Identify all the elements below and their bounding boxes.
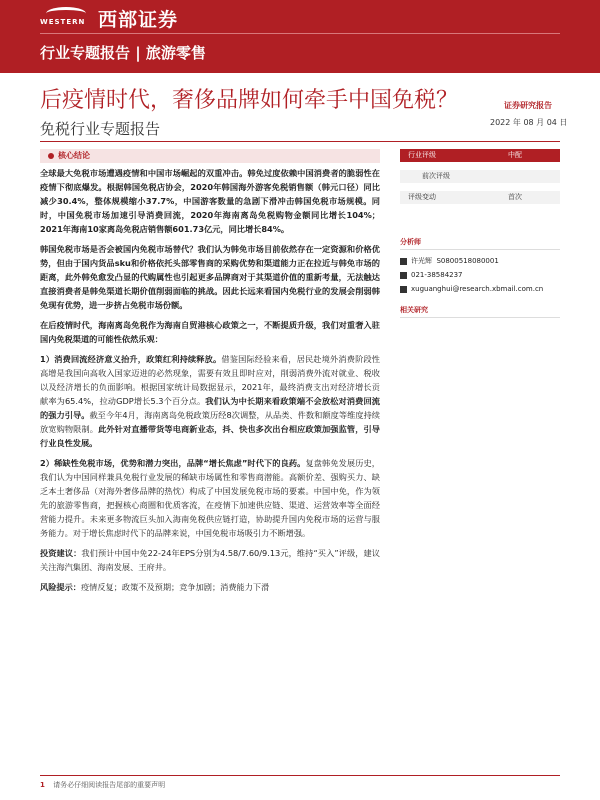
- header-divider: [40, 33, 560, 34]
- section-label: 证券研究报告: [504, 101, 552, 110]
- core-conclusion-header: 核心结论: [40, 149, 380, 163]
- risk-warning: 风险提示：疫情反复；政策不及预期；竞争加剧；消费能力下滑: [40, 582, 270, 592]
- main-body: [40, 166, 380, 600]
- brand-name: 西部证券: [98, 9, 179, 31]
- investment-advice: 投资建议：我们预计中国中免22-24年EPS分别为4.58/7.60/9.13元，维持“买入”评级，建议关注海汽集团、海南发展、王府井。: [40, 548, 380, 572]
- paragraph-5: 2）稀缺性免税市场，优势和潜力突出，品牌“增长焦虑”时代下的良药。复盘韩免发展历史，我们认为中国同样兼具免税行业发展的稀缺市场属性和零售商潜能。高额价差、强购买力、缺乏本土奢侈品（对海外奢侈品牌的热忱）构成了中国发展免税市场的要素。中国中免，作为领先的旅游零售商，把握核心商圈和优质客流，在疫情下加速供应链、渠道、运营效率等全面经营能力提升。未来更多物流巨头加入海南免税供应链打造，协助提升国内免税市场的运营与服务能力。对于增长焦虑时代下的品牌来说，中国免税市场吸引力不断增强。: [40, 458, 380, 538]
- phone-icon: [400, 272, 407, 279]
- paragraph-4: 1）消费回流经济意义抬升，政策红利持续释放。借鉴国际经验来看，居民赴境外消费阶段性高增是我国向高收入国家迈进的必然现象，需要有效且即时应对，削弱消费外流对就业、税收以及经济增长的负面影响。根据国家统计局数据显示，2021年，最终消费支出对经济增长贡献率为65.4%，拉动GDP增长5.3个百分点。我们认为中长期来看政策端不会放松对消费回流的强力引导。截至今年4月，海南离岛免税政策历经8次调整，从品类、件数和额度等维度持续放宽购物限制。此外针对直播带货等电商新业态，抖、快也多次出台相应政策加强监管，引导行业良性发展。: [40, 354, 380, 448]
- rating-change-row: 评级变动 首次: [400, 191, 560, 204]
- paragraph-2: 韩国免税市场是否会被国内免税市场替代？我们认为韩免市场目前依然存在一定资源和价格优势，但由于国内货品sku和价格依托头部零售商的采购优势和渠道能力正在拉近与韩免市场的距离，此外韩免愈发凸显的代购属性也引起更多品牌商对于其渠道价值的重新考量，无法触达直接消费者是韩免渠道长期价值削弱面临的挑战。因此长远来看国内免税行业的发展会削弱韩免现有优势，进一步挤占免税市场份额。: [40, 244, 380, 310]
- related-divider: [400, 317, 560, 318]
- analyst-heading: 分析师: [400, 238, 421, 246]
- related-research-heading: 相关研究: [400, 306, 428, 314]
- report-date: 2022 年 08 月 04 日: [490, 118, 568, 127]
- sidebar: [400, 149, 560, 314]
- title-divider: [40, 141, 560, 142]
- paragraph-1: 全球最大免税市场遭遇疫情和中国市场崛起的双重冲击。韩免过度依赖中国消费者的脆弱性在疫情下彻底爆发。根据韩国免税店协会，2020年韩国海外游客免税销售额（韩元口径）同比减少30.4%，整体规模缩小37.7%，中国游客数量的急剧下滑冲击韩国免税市场规模。同时，中国免税市场加速引导消费回流，2020年海南离岛免税购物金额同比增长104%；2021年海南10家离岛免税店销售额601.73亿元，同比增长84%。: [40, 168, 380, 234]
- paragraph-3: 在后疫情时代，海南离岛免税作为海南自贸港核心政策之一，不断提质升级，我们对重奢入驻国内免税渠道的可能性依然乐观：: [40, 320, 380, 344]
- prev-rating-row: 前次评级: [400, 170, 560, 183]
- footer-divider: [40, 775, 560, 776]
- analyst-phone-row: 021-38584237: [400, 269, 463, 281]
- bullet-icon: [48, 153, 54, 159]
- header-bar: [0, 0, 600, 73]
- footer-disclaimer: 请务必仔细阅读报告尾部的重要声明: [53, 781, 166, 789]
- page-subtitle: 免税行业专题报告: [40, 120, 161, 138]
- page-number: 1: [40, 781, 45, 789]
- report-type: 行业专题报告 | 旅游零售: [40, 44, 206, 62]
- western-logo-icon: WESTERN: [40, 7, 98, 29]
- rating-row: 行业评级 中配: [400, 149, 560, 162]
- footer: [40, 780, 165, 790]
- email-icon: [400, 286, 407, 293]
- person-icon: [400, 258, 407, 265]
- page-title: 后疫情时代，奢侈品牌如何牵手中国免税？: [40, 88, 459, 113]
- analyst-email-row: xuguanghui@research.xbmail.com.cn: [400, 283, 543, 295]
- analyst-divider: [400, 249, 560, 250]
- analyst-name-row: 许光辉 S0800518080001: [400, 255, 499, 267]
